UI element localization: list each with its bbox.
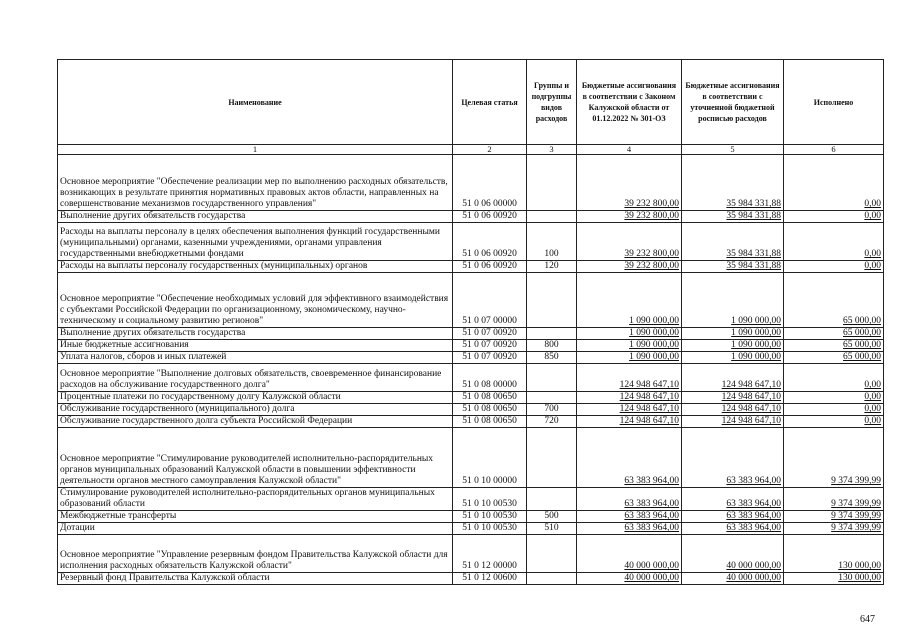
row-revised-amount: 35 984 331,88	[682, 155, 784, 211]
row-target-article: 51 0 10 00530	[453, 488, 527, 511]
row-expense-group: 120	[527, 261, 577, 273]
table-row	[58, 328, 884, 340]
row-revised-amount: 124 948 647,10	[682, 404, 784, 416]
row-expense-group	[527, 535, 577, 573]
row-target-article: 51 0 10 00000	[453, 428, 527, 488]
row-target-article: 51 0 10 00530	[453, 523, 527, 535]
row-expense-group	[527, 428, 577, 488]
row-target-article: 51 0 06 00920	[453, 261, 527, 273]
row-target-article: 51 0 07 00920	[453, 340, 527, 352]
row-law-amount: 39 232 800,00	[577, 155, 682, 211]
row-revised-amount: 63 383 964,00	[682, 523, 784, 535]
row-name: Обслуживание государственного (муниципального) долга	[58, 404, 453, 416]
row-revised-amount: 124 948 647,10	[682, 364, 784, 392]
column-number: 4	[577, 145, 682, 155]
header-executed: Исполнено	[784, 60, 884, 145]
table-row	[58, 223, 884, 261]
row-executed-amount: 130 000,00	[784, 573, 884, 585]
row-law-amount: 39 232 800,00	[577, 223, 682, 261]
row-name: Выполнение других обязательств государства	[58, 328, 453, 340]
row-expense-group	[527, 573, 577, 585]
row-expense-group: 510	[527, 523, 577, 535]
row-revised-amount: 63 383 964,00	[682, 511, 784, 523]
row-expense-group: 800	[527, 340, 577, 352]
column-number: 3	[527, 145, 577, 155]
column-number: 1	[58, 145, 453, 155]
page-number: 647	[860, 614, 875, 625]
row-executed-amount: 0,00	[784, 404, 884, 416]
row-law-amount: 124 948 647,10	[577, 416, 682, 428]
row-expense-group: 700	[527, 404, 577, 416]
row-target-article: 51 0 06 00920	[453, 211, 527, 223]
row-name: Основное мероприятие "Стимулирование руководителей исполнительно-распорядительных органов муниципальных образований Калужской области в повышении эффективности деятельности органов местного самоуправления Калужской области"	[58, 428, 453, 488]
row-name: Стимулирование руководителей исполнительно-распорядительных органов муниципальных образований области	[58, 488, 453, 511]
row-target-article: 51 0 08 00650	[453, 416, 527, 428]
row-law-amount: 63 383 964,00	[577, 428, 682, 488]
row-expense-group	[527, 328, 577, 340]
row-law-amount: 124 948 647,10	[577, 364, 682, 392]
row-target-article: 51 0 07 00920	[453, 352, 527, 364]
table-row	[58, 364, 884, 392]
table-row	[58, 261, 884, 273]
row-name: Расходы на выплаты персоналу в целях обеспечения выполнения функций государственными (муниципальными) органами, казенными учреждениями, органами управления государственными внебюджетными фондами	[58, 223, 453, 261]
table-row	[58, 511, 884, 523]
table-row	[58, 352, 884, 364]
table-row	[58, 416, 884, 428]
row-executed-amount: 9 374 399,99	[784, 523, 884, 535]
row-executed-amount: 0,00	[784, 223, 884, 261]
row-target-article: 51 0 08 00650	[453, 404, 527, 416]
row-revised-amount: 124 948 647,10	[682, 392, 784, 404]
row-law-amount: 40 000 000,00	[577, 535, 682, 573]
row-target-article: 51 0 07 00920	[453, 328, 527, 340]
row-law-amount: 1 090 000,00	[577, 352, 682, 364]
row-target-article: 51 0 12 00600	[453, 573, 527, 585]
row-name: Иные бюджетные ассигнования	[58, 340, 453, 352]
row-revised-amount: 35 984 331,88	[682, 223, 784, 261]
row-expense-group	[527, 488, 577, 511]
row-target-article: 51 0 12 00000	[453, 535, 527, 573]
row-expense-group	[527, 273, 577, 328]
row-target-article: 51 0 10 00530	[453, 511, 527, 523]
row-name: Основное мероприятие "Управление резервным фондом Правительства Калужской области для исполнения расходных обязательств Калужской области"	[58, 535, 453, 573]
table-row	[58, 211, 884, 223]
column-number: 2	[453, 145, 527, 155]
row-law-amount: 40 000 000,00	[577, 573, 682, 585]
row-executed-amount: 0,00	[784, 155, 884, 211]
table-header-row	[58, 60, 884, 145]
row-law-amount: 39 232 800,00	[577, 211, 682, 223]
row-revised-amount: 1 090 000,00	[682, 352, 784, 364]
table-row	[58, 392, 884, 404]
row-expense-group: 720	[527, 416, 577, 428]
row-target-article: 51 0 06 00920	[453, 223, 527, 261]
table-row	[58, 340, 884, 352]
row-law-amount: 63 383 964,00	[577, 488, 682, 511]
row-expense-group	[527, 392, 577, 404]
table-row	[58, 573, 884, 585]
row-executed-amount: 0,00	[784, 211, 884, 223]
row-revised-amount: 40 000 000,00	[682, 573, 784, 585]
row-revised-amount: 63 383 964,00	[682, 428, 784, 488]
row-revised-amount: 35 984 331,88	[682, 211, 784, 223]
table-row	[58, 155, 884, 211]
column-number: 6	[784, 145, 884, 155]
row-revised-amount: 40 000 000,00	[682, 535, 784, 573]
row-revised-amount: 1 090 000,00	[682, 328, 784, 340]
column-number: 5	[682, 145, 784, 155]
row-revised-amount: 124 948 647,10	[682, 416, 784, 428]
row-executed-amount: 130 000,00	[784, 535, 884, 573]
row-executed-amount: 9 374 399,99	[784, 511, 884, 523]
row-name: Расходы на выплаты персоналу государственных (муниципальных) органов	[58, 261, 453, 273]
table-body	[58, 155, 884, 585]
row-target-article: 51 0 08 00650	[453, 392, 527, 404]
row-executed-amount: 0,00	[784, 364, 884, 392]
row-name: Обслуживание государственного долга субъекта Российской Федерации	[58, 416, 453, 428]
row-name: Межбюджетные трансферты	[58, 511, 453, 523]
row-name: Основное мероприятие "Обеспечение реализации мер по выполнению расходных обязательств, возникающих в результате принятия нормативных правовых актов области, направленных на совершенствование механизмов государственного управления"	[58, 155, 453, 211]
row-law-amount: 63 383 964,00	[577, 523, 682, 535]
table-row	[58, 488, 884, 511]
header-law-allocations: Бюджетные ассигнования в соответствии с Законом Калужской области от 01.12.2022 № 301-ОЗ	[577, 60, 682, 145]
row-executed-amount: 0,00	[784, 416, 884, 428]
row-expense-group: 850	[527, 352, 577, 364]
table-row	[58, 428, 884, 488]
row-executed-amount: 65 000,00	[784, 273, 884, 328]
row-name: Процентные платежи по государственному долгу Калужской области	[58, 392, 453, 404]
row-name: Выполнение других обязательств государства	[58, 211, 453, 223]
row-law-amount: 124 948 647,10	[577, 392, 682, 404]
row-expense-group: 100	[527, 223, 577, 261]
header-expense-groups: Группы и подгруппы видов расходов	[527, 60, 577, 145]
row-target-article: 51 0 06 00000	[453, 155, 527, 211]
row-revised-amount: 1 090 000,00	[682, 340, 784, 352]
header-name: Наименование	[58, 60, 453, 145]
row-expense-group	[527, 364, 577, 392]
row-name: Дотации	[58, 523, 453, 535]
table-row	[58, 273, 884, 328]
row-law-amount: 1 090 000,00	[577, 340, 682, 352]
row-executed-amount: 65 000,00	[784, 340, 884, 352]
column-number-row	[58, 145, 884, 155]
row-expense-group	[527, 155, 577, 211]
row-executed-amount: 0,00	[784, 392, 884, 404]
row-name: Основное мероприятие "Выполнение долговых обязательств, своевременное финансирование расходов на обслуживание государственного долга"	[58, 364, 453, 392]
row-law-amount: 124 948 647,10	[577, 404, 682, 416]
row-name: Резервный фонд Правительства Калужской области	[58, 573, 453, 585]
row-executed-amount: 0,00	[784, 261, 884, 273]
row-name: Основное мероприятие "Обеспечение необходимых условий для эффективного взаимодействия с субъектами Российской Федерации по организационному, экономическому, научно-техническому и социальному развитию регионов"	[58, 273, 453, 328]
table-row	[58, 523, 884, 535]
header-revised-allocations: Бюджетные ассигнования в соответствии с уточненной бюджетной росписью расходов	[682, 60, 784, 145]
row-law-amount: 1 090 000,00	[577, 273, 682, 328]
row-law-amount: 39 232 800,00	[577, 261, 682, 273]
row-revised-amount: 35 984 331,88	[682, 261, 784, 273]
row-expense-group	[527, 211, 577, 223]
row-name: Уплата налогов, сборов и иных платежей	[58, 352, 453, 364]
row-expense-group: 500	[527, 511, 577, 523]
row-law-amount: 1 090 000,00	[577, 328, 682, 340]
table-row	[58, 535, 884, 573]
row-revised-amount: 63 383 964,00	[682, 488, 784, 511]
row-executed-amount: 9 374 399,99	[784, 428, 884, 488]
row-target-article: 51 0 07 00000	[453, 273, 527, 328]
table-row	[58, 404, 884, 416]
row-executed-amount: 65 000,00	[784, 328, 884, 340]
row-revised-amount: 1 090 000,00	[682, 273, 784, 328]
header-target-article: Целевая статья	[453, 60, 527, 145]
row-executed-amount: 9 374 399,99	[784, 488, 884, 511]
row-target-article: 51 0 08 00000	[453, 364, 527, 392]
row-law-amount: 63 383 964,00	[577, 511, 682, 523]
row-executed-amount: 65 000,00	[784, 352, 884, 364]
budget-execution-table	[57, 59, 884, 585]
